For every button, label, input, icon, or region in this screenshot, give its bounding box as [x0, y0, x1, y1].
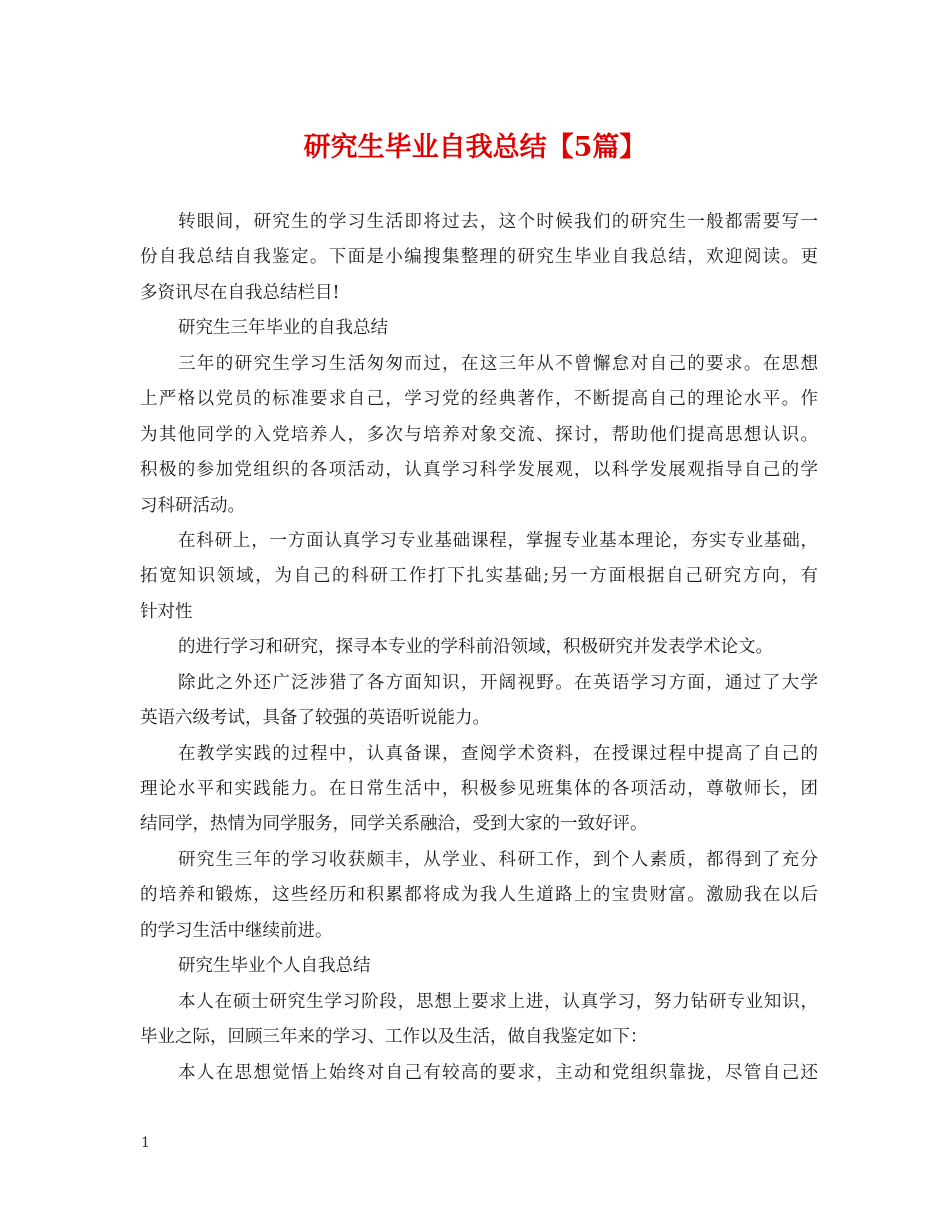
text-line: 拓宽知识领域，为自己的科研工作打下扎实基础;另一方面根据自己研究方向，有 [140, 566, 818, 587]
text-line: 除此之外还广泛涉猎了各方面知识，开阔视野。在英语学习方面，通过了大学 [178, 672, 818, 693]
text-line: 的学习生活中继续前进。 [140, 920, 333, 941]
text-line: 结同学，热情为同学服务，同学关系融洽，受到大家的一致好评。 [140, 814, 648, 835]
text-line: 本人在思想觉悟上始终对自己有较高的要求，主动和党组织靠拢，尽管自己还 [178, 1062, 818, 1083]
text-line: 针对性 [140, 601, 193, 622]
section-heading: 研究生三年毕业的自我总结 [178, 318, 388, 339]
text-line: 积极的参加党组织的各项活动，认真学习科学发展观，以科学发展观指导自己的学 [140, 460, 818, 481]
document-body [140, 205, 818, 1091]
page-number: 1 [141, 1135, 150, 1151]
text-line: 毕业之际，回顾三年来的学习、工作以及生活，做自我鉴定如下： [140, 1027, 648, 1048]
text-line: 在科研上，一方面认真学习专业基础课程，掌握专业基本理论，夯实专业基础， [178, 530, 818, 551]
text-line: 份自我总结自我鉴定。下面是小编搜集整理的研究生毕业自我总结，欢迎阅读。更 [140, 247, 818, 268]
section-heading: 研究生毕业个人自我总结 [178, 956, 371, 977]
text-line: 在教学实践的过程中，认真备课，查阅学术资料，在授课过程中提高了自己的 [178, 743, 818, 764]
text-line: 上严格以党员的标准要求自己，学习党的经典著作，不断提高自己的理论水平。作 [140, 389, 818, 410]
document-title: 研究生毕业自我总结【5篇】 [303, 132, 647, 163]
text-line: 英语六级考试，具备了较强的英语听说能力。 [140, 708, 490, 729]
text-line: 理论水平和实践能力。在日常生活中，积极参见班集体的各项活动，尊敬师长，团 [140, 779, 818, 799]
text-line: 为其他同学的入党培养人，多次与培养对象交流、探讨，帮助他们提高思想认识。 [140, 424, 818, 445]
text-line: 多资讯尽在自我总结栏目! [140, 282, 340, 303]
text-line: 本人在硕士研究生学习阶段，思想上要求上进，认真学习，努力钻研专业知识， [178, 991, 818, 1012]
text-line: 的培养和锻炼，这些经历和积累都将成为我人生道路上的宝贵财富。激励我在以后 [140, 885, 818, 906]
text-line: 的进行学习和研究，探寻本专业的学科前沿领域，积极研究并发表学术论文。 [178, 637, 773, 658]
text-line: 三年的研究生学习生活匆匆而过，在这三年从不曾懈怠对自己的要求。在思想 [178, 353, 818, 374]
text-line: 研究生三年的学习收获颇丰，从学业、科研工作，到个人素质，都得到了充分 [178, 849, 818, 870]
text-line: 习科研活动。 [140, 495, 245, 516]
text-line: 转眼间，研究生的学习生活即将过去，这个时候我们的研究生一般都需要写一 [178, 212, 818, 232]
